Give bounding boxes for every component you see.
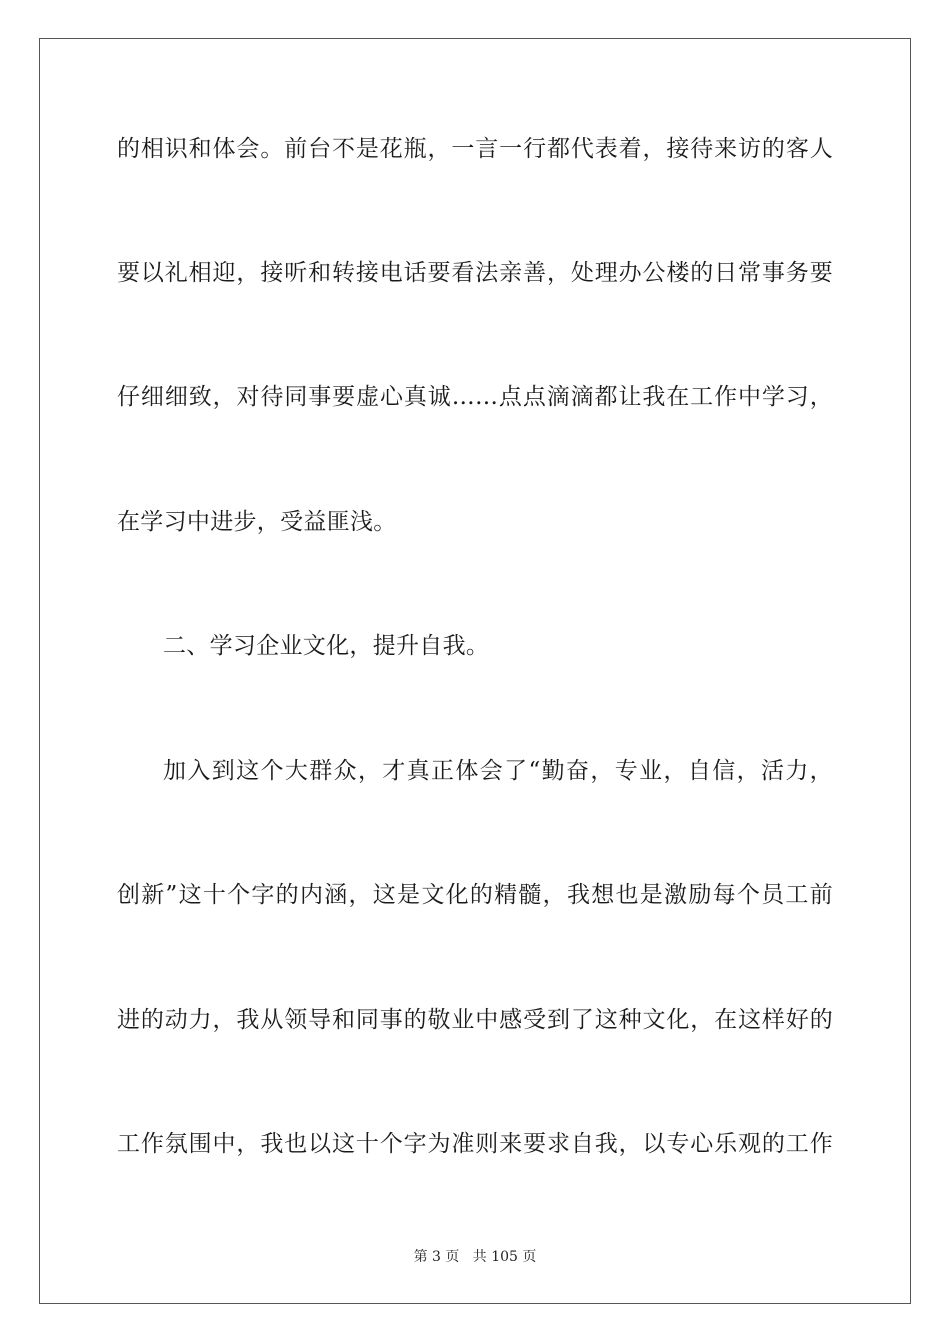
page-number-footer: 第 3 页 共 105 页 xyxy=(413,1249,537,1265)
page-border xyxy=(39,38,911,1304)
body-text-line: 进的动力，我从领导和同事的敬业中感受到了这种文化，在这样好的 xyxy=(117,1007,833,1033)
section-heading: 二、学习企业文化，提升自我。 xyxy=(163,633,490,659)
body-text-line: 创新”这十个字的内涵，这是文化的精髓，我想也是激励每个员工前 xyxy=(117,882,833,908)
body-text-line: 在学习中进步，受益匪浅。 xyxy=(117,509,397,535)
body-text-line: 工作氛围中，我也以这十个字为准则来要求自我，以专心乐观的工作 xyxy=(117,1131,833,1157)
body-text-line: 仔细细致，对待同事要虚心真诚……点点滴滴都让我在工作中学习， xyxy=(117,384,833,410)
body-text-line: 要以礼相迎，接听和转接电话要看法亲善，处理办公楼的日常事务要 xyxy=(117,260,833,286)
body-text-line: 的相识和体会。前台不是花瓶，一言一行都代表着，接待来访的客人 xyxy=(117,136,833,162)
body-text-line: 加入到这个大群众，才真正体会了“勤奋，专业，自信，活力， xyxy=(163,758,833,784)
